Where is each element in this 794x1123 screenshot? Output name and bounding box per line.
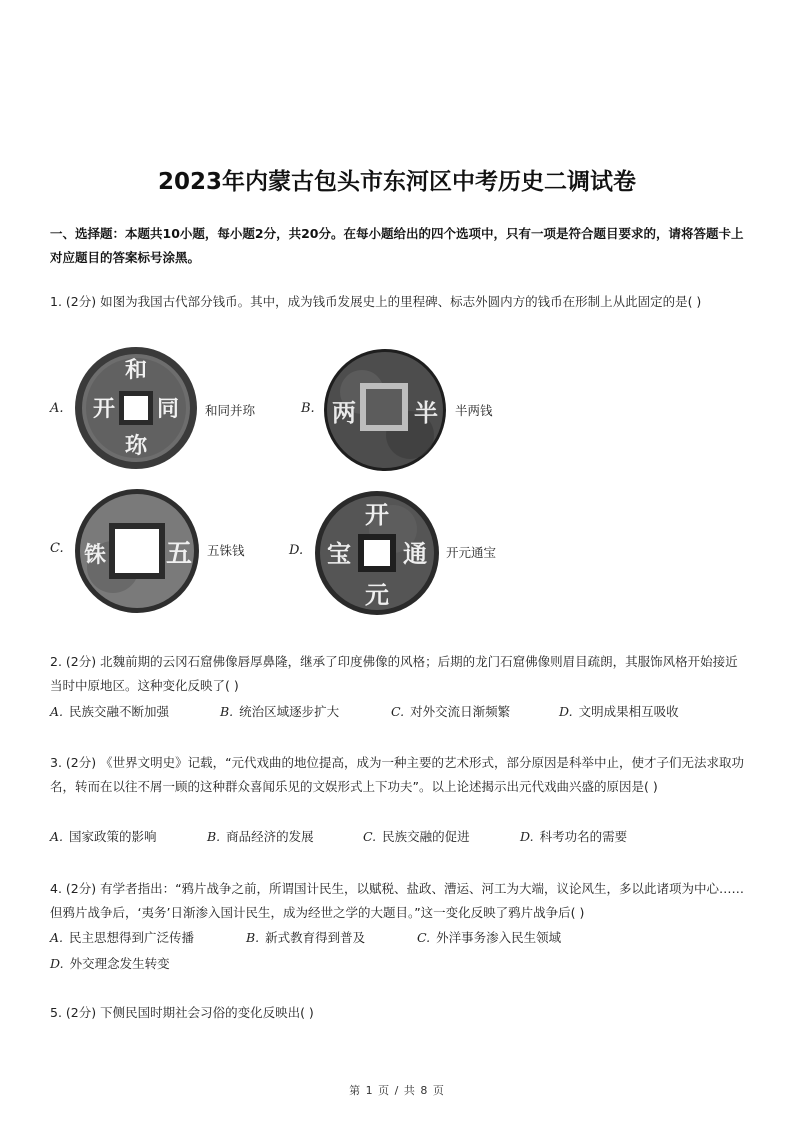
coin-a-char-top: 和 [124, 357, 148, 383]
option-c-letter: C. [50, 541, 64, 556]
option-a-letter: A. [50, 401, 64, 416]
q4-option-c[interactable]: C. 外洋事务渗入民生领域 [417, 930, 562, 945]
q3-option-a[interactable]: A. 国家政策的影响 [50, 829, 157, 844]
question-2-stem: 2. (2分) 北魏前期的云冈石窟佛像唇厚鼻隆，继承了印度佛像的风格；后期的龙门石窟佛像则眉目疏朗，其服饰风格开始接近当时中原地区。这种变化反映了( ) [50, 654, 738, 693]
coin-c-hole [115, 529, 159, 573]
q4-option-a[interactable]: A. 民主思想得到广泛传播 [50, 930, 195, 945]
coin-b-char-left: 两 [332, 398, 356, 427]
coin-b-hole [366, 389, 402, 425]
question-3-stem: 3. (2分) 《世界文明史》记载，“元代戏曲的地位提高，成为一种主要的艺术形式，部分原因是科举中止，使才子们无法求取功名，转而在以往不屑一顾的这种群众喜闻乐见的文娱形式上下功夫”。以上论述揭示出元代戏曲兴盛的原因是( ) [50, 755, 745, 794]
coin-b-image [322, 347, 448, 473]
option-c-text: 五铢钱 [207, 543, 245, 558]
q3-option-b[interactable]: B. 商品经济的发展 [207, 829, 314, 844]
coin-a-char-left: 开 [92, 396, 116, 422]
coin-d-char-top: 开 [365, 500, 389, 529]
question-4-stem: 4. (2分) 有学者指出：“鸦片战争之前，所谓国计民生，以赋税、盐政、漕运、河工为大端，议论风生，多以此诸项为中心……但鸦片战争后，‘夷务’日渐渗入国计民生，成为经世之学的大题目。”这一变化反映了鸦片战争后( ) [50, 881, 745, 920]
q3-option-d[interactable]: D. 科考功名的需要 [520, 829, 628, 844]
coin-c-char-left: 铢 [83, 542, 107, 568]
page-title: 2023年内蒙古包头市东河区中考历史二调试卷 [157, 169, 636, 195]
coin-d-char-left: 宝 [327, 539, 351, 568]
q2-option-c[interactable]: C. 对外交流日渐频繁 [391, 704, 511, 719]
coin-d-char-right: 通 [403, 539, 427, 568]
option-a-text: 和同并珎 [205, 403, 256, 418]
q4-option-b[interactable]: B. 新式教育得到普及 [246, 930, 366, 945]
question-5-stem: 5. (2分) 下侧民国时期社会习俗的变化反映出( ) [50, 1005, 314, 1020]
option-d-text: 开元通宝 [446, 545, 497, 560]
question-1-stem: 1. (2分) 如图为我国古代部分钱币。其中，成为钱币发展史上的里程碑、标志外圆内方的钱币在形制上从此固定的是( ) [50, 294, 702, 309]
coin-d-image [313, 489, 441, 617]
coin-d-hole [364, 540, 390, 566]
page-footer: 第 1 页 / 共 8 页 [349, 1084, 445, 1097]
coin-a-image [73, 345, 199, 471]
section-heading: 一、选择题：本题共10小题，每小题2分，共20分。在每小题给出的四个选项中，只有一项是符合题目要求的，请将答题卡上对应题目的答案标号涂黑。 [50, 226, 744, 265]
option-b-letter: B. [301, 401, 315, 416]
q2-option-a[interactable]: A. 民族交融不断加强 [50, 704, 170, 719]
q3-option-c[interactable]: C. 民族交融的促进 [363, 829, 470, 844]
coin-c-image [73, 487, 201, 615]
coin-c-char-right: 五 [165, 539, 193, 569]
coin-a-hole [124, 396, 148, 420]
coin-a-char-bottom: 珎 [124, 433, 148, 459]
q2-option-d[interactable]: D. 文明成果相互吸收 [559, 704, 679, 719]
coin-d-char-bottom: 元 [365, 580, 389, 609]
q4-option-d[interactable]: D. 外交理念发生转变 [50, 956, 170, 971]
coin-a-char-right: 同 [156, 396, 180, 422]
coin-b-char-right: 半 [414, 398, 438, 427]
option-d-letter: D. [289, 543, 304, 558]
option-b-text: 半两钱 [455, 403, 493, 418]
q2-option-b[interactable]: B. 统治区域逐步扩大 [220, 704, 340, 719]
